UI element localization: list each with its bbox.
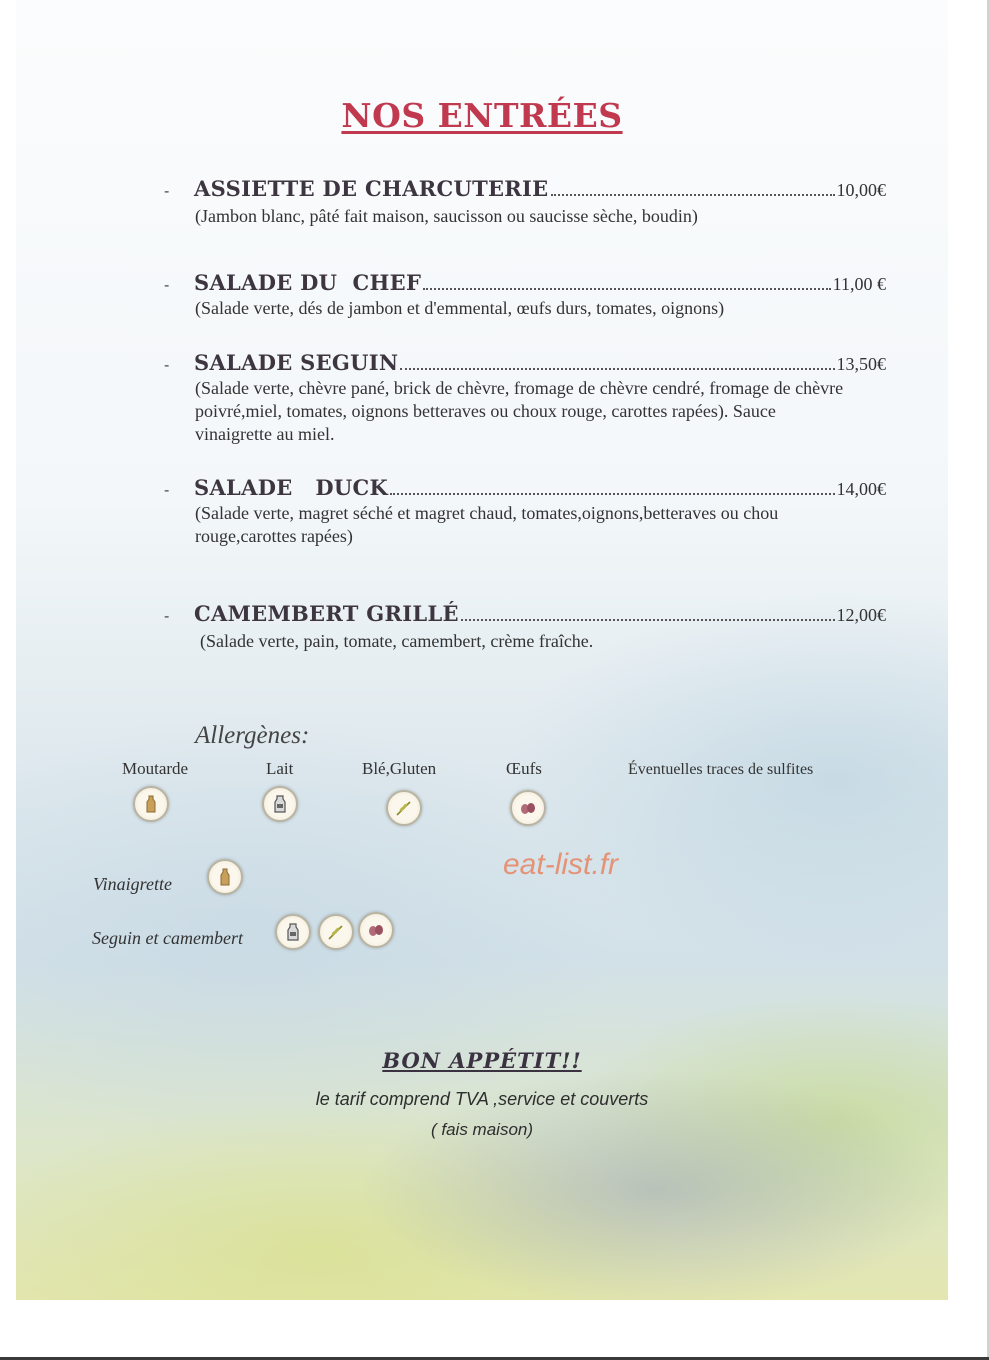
item-name: SALADE DU CHEF [194,270,422,295]
item-name: ASSIETTE DE CHARCUTERIE [194,176,549,201]
wheat-icon [318,914,354,950]
item-leader-dots [423,287,830,290]
item-dash: - [164,357,170,374]
menu-item-camembert-grille [164,601,886,653]
item-leader-dots [551,193,835,196]
eggs-icon [358,912,394,948]
item-leader-dots [400,367,834,370]
allergen-label-lait: Lait [266,759,294,778]
menu-item-assiette-charcuterie [164,176,886,228]
eggs-icon [510,790,546,826]
milk-icon [275,914,311,950]
item-description: (Salade verte, magret séché et magret chaud, tomates,oignons,betteraves ou chou rouge,carottes rapées) [195,503,779,546]
menu-item-salade-seguin [164,350,886,446]
item-price: 11,00 € [832,274,886,294]
allergen-label-oeufs: Œufs [506,759,542,778]
watermark: eat-list.fr [503,848,619,881]
item-name: CAMEMBERT GRILLÉ [194,601,459,626]
vinaigrette-label: Vinaigrette [93,874,172,894]
wheat-icon [386,790,422,826]
mustard-icon [133,786,169,822]
item-dash: - [164,183,170,200]
item-price: 10,00€ [836,180,886,200]
milk-icon [262,786,298,822]
item-name: SALADE DUCK [194,475,389,500]
item-name: SALADE SEGUIN [194,350,399,375]
allergen-label-moutarde: Moutarde [122,759,189,778]
menu-page [16,0,948,1300]
menu-item-salade-chef [164,270,886,320]
allergen-sulfites-note: Éventuelles traces de sulfites [628,761,814,778]
menu-item-salade-duck [164,475,886,548]
item-dash: - [164,482,170,499]
item-dash: - [164,277,170,294]
mustard-icon [207,859,243,895]
item-price: 14,00€ [836,479,886,499]
item-leader-dots [390,492,834,495]
item-description: (Salade verte, dés de jambon et d'emmental, œufs durs, tomates, oignons) [195,298,725,318]
item-leader-dots [461,618,835,621]
bon-appetit-heading: BON APPÉTIT!! [382,1048,582,1073]
item-dash: - [164,608,170,625]
tarif-note: le tarif comprend TVA ,service et couverts [315,1089,649,1109]
allergen-label-gluten: Blé,Gluten [362,759,437,778]
item-price: 13,50€ [836,354,886,374]
seguin-camembert-label: Seguin et camembert [92,928,243,948]
item-price: 12,00€ [836,605,886,625]
fais-maison-note: ( fais maison) [430,1120,534,1139]
item-description: (Salade verte, chèvre pané, brick de chèvre, fromage de chèvre cendré, fromage de chèvre poivré,miel, tomates, oignons betteraves ou choux rouge, carottes rapées). Sauce vinaigrette au miel. [195,378,844,444]
item-description: (Jambon blanc, pâté fait maison, saucisson ou saucisse sèche, boudin) [195,206,698,226]
page-title: NOS ENTRÉES [341,96,623,135]
allergens-title: Allergènes: [195,722,310,749]
item-description: (Salade verte, pain, tomate, camembert, crème fraîche. [200,631,594,651]
